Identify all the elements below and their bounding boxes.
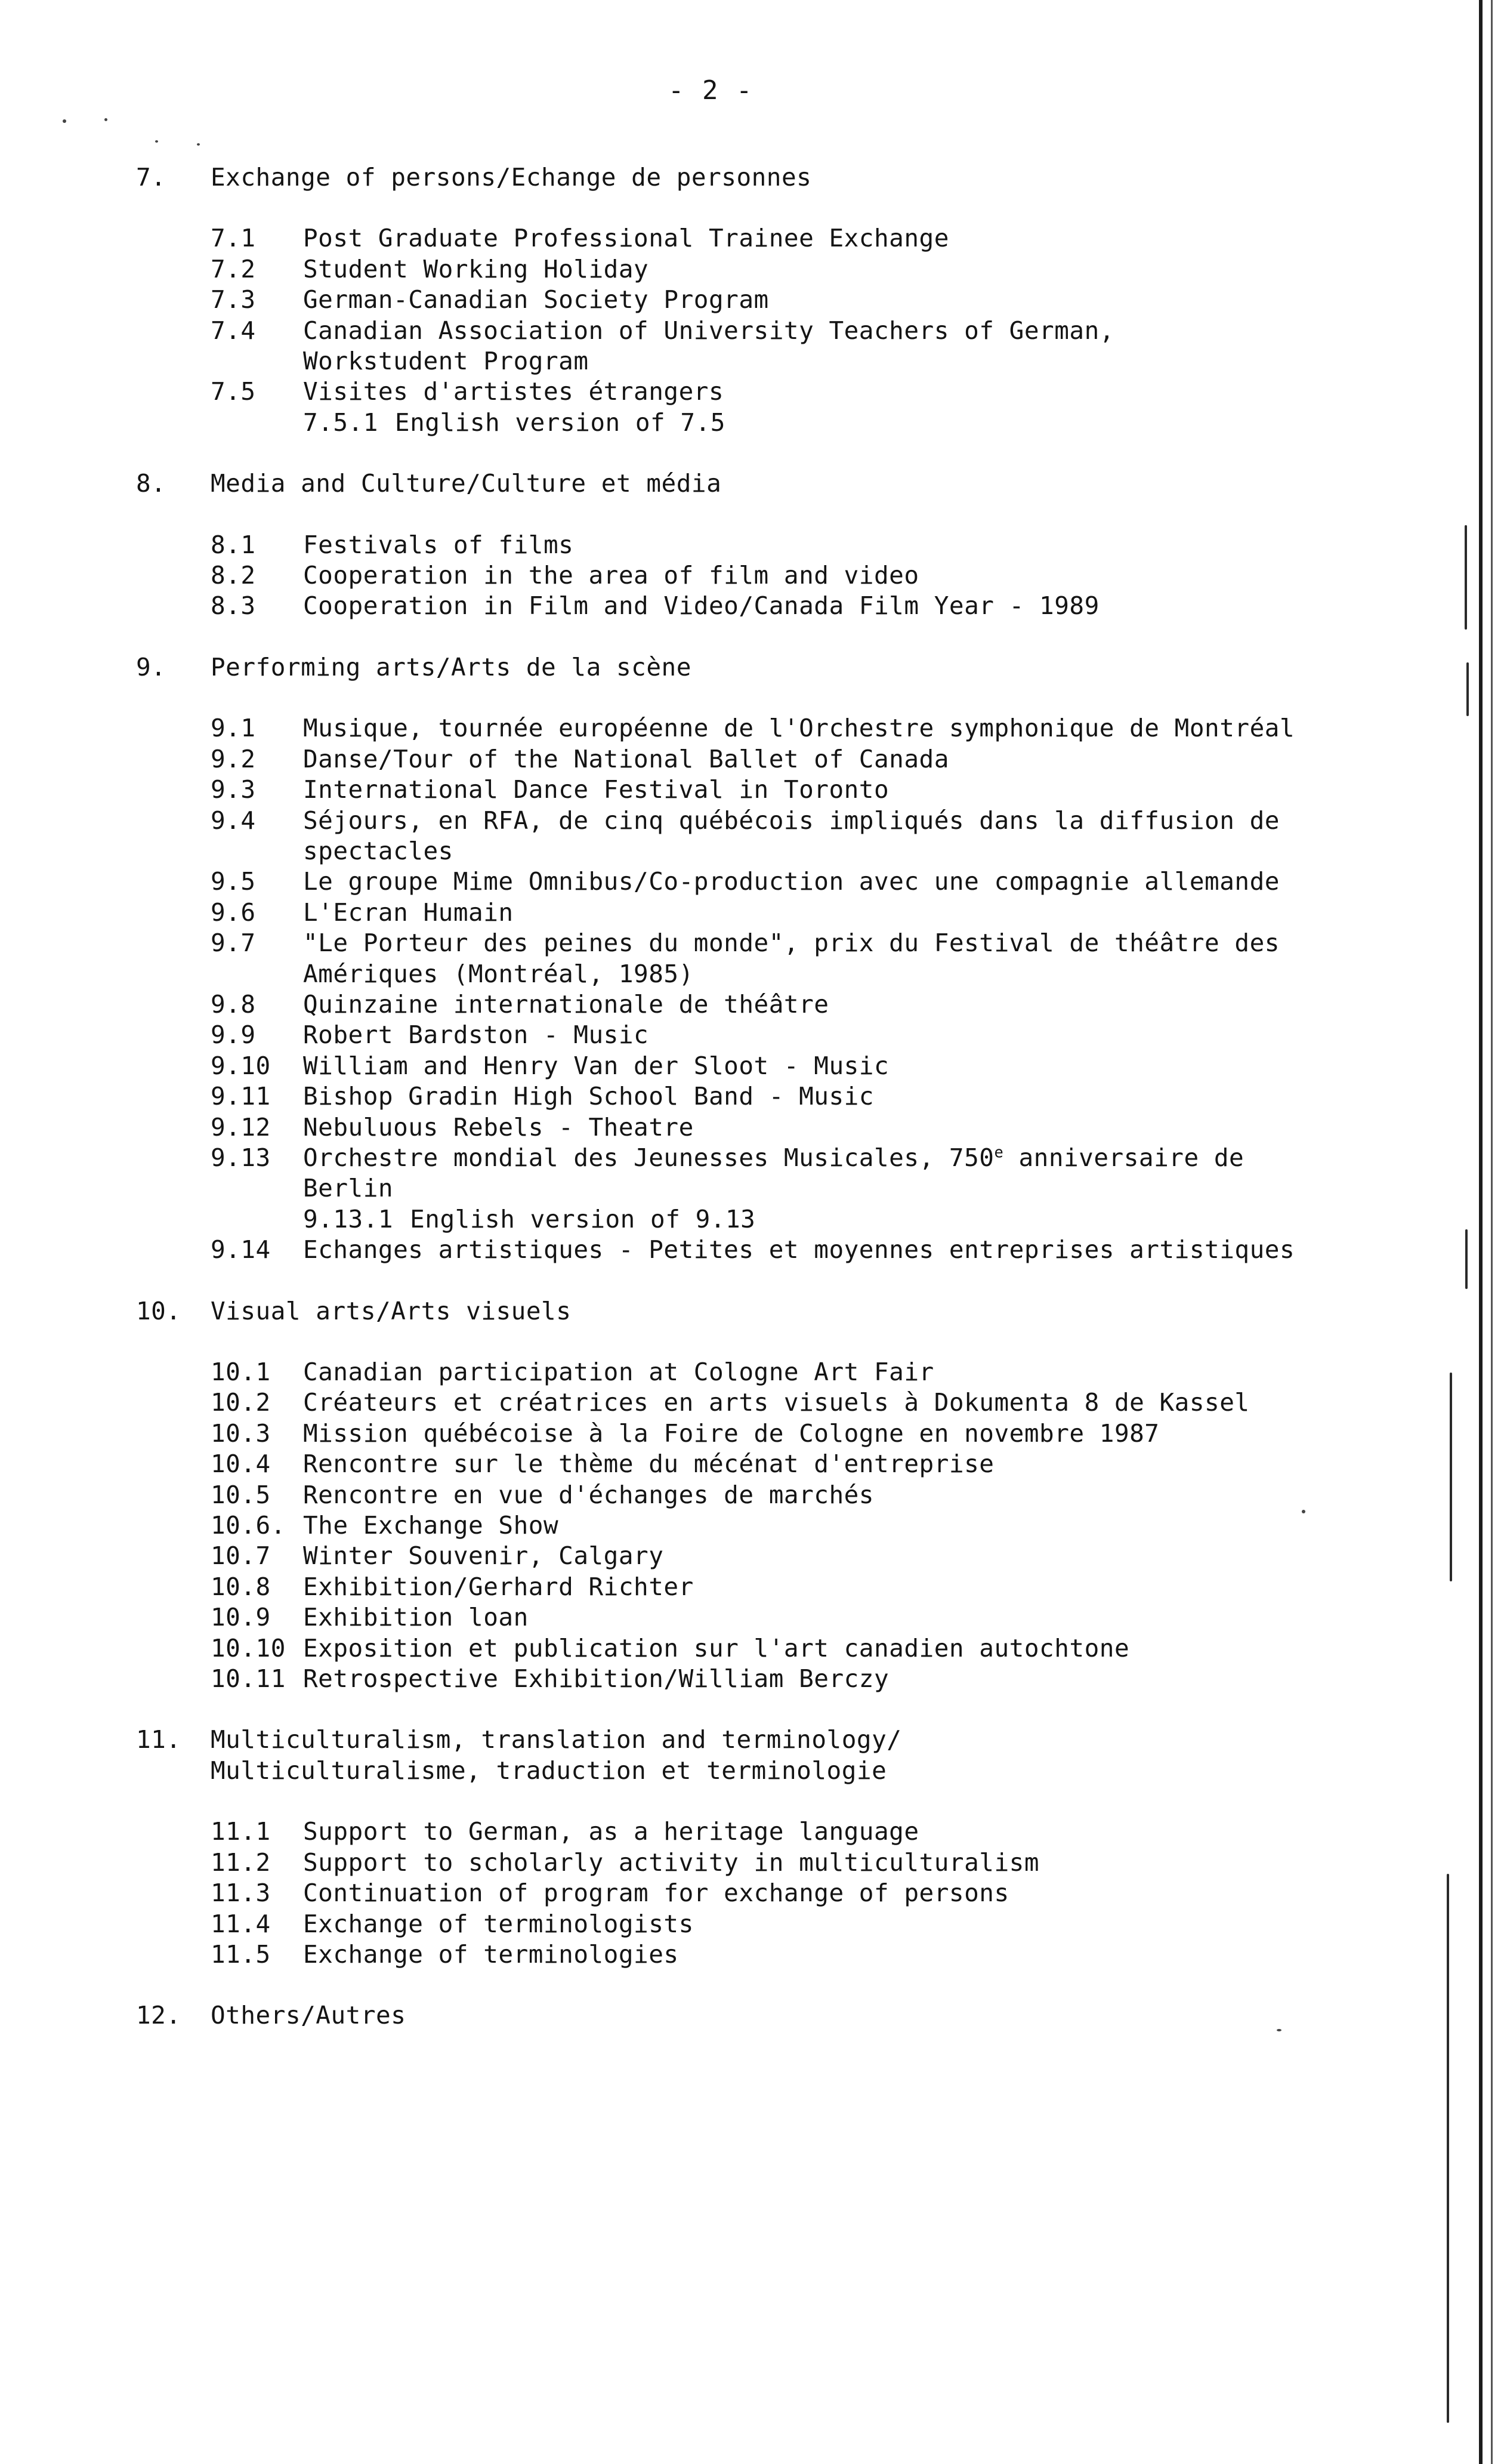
section-title <box>211 468 1425 499</box>
list-item <box>136 1848 1425 1878</box>
list-item <box>136 1541 1425 1571</box>
section <box>136 652 1425 1266</box>
item-number: 10.9 <box>211 1603 271 1632</box>
section-heading <box>136 162 1425 193</box>
superscript-e: e <box>994 1143 1004 1161</box>
item-number: 10.11 <box>211 1664 286 1694</box>
sub-item-text: English version of 9.13 <box>410 1204 756 1233</box>
item-text-line: Créateurs et créatrices en arts visuels à Dokumenta 8 de Kassel <box>303 1388 1250 1417</box>
section-number: 11. <box>136 1725 181 1754</box>
item-number: 11.3 <box>211 1879 271 1908</box>
sub-item <box>303 1204 1425 1235</box>
item-text <box>303 1051 1425 1081</box>
item-number: 9.7 <box>211 929 256 958</box>
section-title-line: Multiculturalisme, traduction et terminologie <box>211 1756 887 1785</box>
page-number: - 2 - <box>668 75 753 106</box>
item-text <box>303 1939 1425 1970</box>
list-item <box>136 1112 1425 1143</box>
item-text <box>303 1418 1425 1449</box>
sub-item-number: 9.13.1 <box>303 1204 394 1233</box>
item-text-line: International Dance Festival in Toronto <box>303 775 890 804</box>
item-number: 9.1 <box>211 714 256 743</box>
item-text <box>303 316 1425 377</box>
item-text-line: The Exchange Show <box>303 1511 559 1540</box>
item-text-line: Nebuluous Rebels - Theatre <box>303 1112 694 1142</box>
item-text-line: Exchange of terminologies <box>303 1939 679 1969</box>
list-item <box>136 713 1425 744</box>
margin-mark <box>1447 1874 1449 2423</box>
section-title <box>211 2000 1425 2031</box>
item-text-line: Support to scholarly activity in multiculturalism <box>303 1848 1040 1877</box>
item-number: 9.14 <box>211 1235 271 1265</box>
item-number: 9.5 <box>211 867 256 896</box>
list-item <box>136 1143 1425 1204</box>
item-number: 7.2 <box>211 254 256 283</box>
list-item <box>136 898 1425 928</box>
item-number: 7.1 <box>211 224 256 253</box>
item-text <box>303 285 1425 315</box>
scan-speck <box>155 140 158 143</box>
list-item <box>136 223 1425 254</box>
section-number: 7. <box>136 163 166 192</box>
item-text-line: "Le Porteur des peines du monde", prix du Festival de théâtre des <box>303 929 1280 958</box>
item-text-line: Canadian participation at Cologne Art Fair <box>303 1358 934 1386</box>
item-text-line: Robert Bardston - Music <box>303 1020 649 1050</box>
item-number: 9.3 <box>211 775 256 804</box>
margin-mark <box>1465 1229 1468 1289</box>
item-text <box>303 1602 1425 1633</box>
item-number: 9.8 <box>211 989 256 1019</box>
item-text-line: Musique, tournée européenne de l'Orchestre symphonique de Montréal <box>303 714 1295 743</box>
item-text <box>303 1541 1425 1571</box>
section-heading <box>136 468 1425 499</box>
item-text-line: Berlin <box>303 1174 394 1203</box>
list-item <box>136 285 1425 315</box>
item-text <box>303 1633 1425 1664</box>
section-title-line: Multiculturalism, translation and terminology/ <box>211 1725 902 1754</box>
list-item <box>136 744 1425 775</box>
item-text <box>303 591 1425 621</box>
list-item <box>136 1081 1425 1112</box>
item-text <box>303 1664 1425 1694</box>
list-item <box>136 530 1425 560</box>
list-item <box>136 1909 1425 1939</box>
item-number: 11.4 <box>211 1909 271 1938</box>
sub-item-text: English version of 7.5 <box>394 408 725 437</box>
item-text <box>303 1480 1425 1510</box>
scan-speck <box>1277 2029 1281 2031</box>
item-text <box>303 928 1425 989</box>
item-number: 10.3 <box>211 1418 271 1448</box>
section-number: 12. <box>136 2001 181 2030</box>
list-item <box>136 1510 1425 1541</box>
item-text-line: Cooperation in the area of film and video <box>303 561 919 590</box>
item-text <box>303 560 1425 591</box>
item-text-line: Mission québécoise à la Foire de Cologne en novembre 1987 <box>303 1418 1160 1448</box>
item-text <box>303 1143 1425 1204</box>
section-title-line: Visual arts/Arts visuels <box>211 1296 572 1325</box>
item-text-line: Cooperation in Film and Video/Canada Film Year - 1989 <box>303 591 1100 621</box>
list-item <box>136 1020 1425 1050</box>
item-text-line: Festivals of films <box>303 530 574 559</box>
item-text-line: Winter Souvenir, Calgary <box>303 1541 664 1571</box>
item-text <box>303 806 1425 867</box>
list-item <box>136 1418 1425 1449</box>
item-number: 8.3 <box>211 591 256 621</box>
list-item <box>136 1664 1425 1694</box>
item-number: 10.6. <box>211 1511 286 1540</box>
item-text <box>303 1357 1425 1387</box>
item-number: 8.1 <box>211 530 256 559</box>
item-number: 8.2 <box>211 561 256 590</box>
item-text-line: spectacles <box>303 836 453 865</box>
item-text-line: Canadian Association of University Teachers of German, <box>303 316 1114 345</box>
item-text <box>303 1235 1425 1265</box>
item-number: 10.1 <box>211 1358 271 1386</box>
item-number: 7.3 <box>211 285 256 314</box>
list-item <box>136 591 1425 621</box>
item-text-line: Séjours, en RFA, de cinq québécois impliqués dans la diffusion de <box>303 806 1280 835</box>
item-number: 10.7 <box>211 1541 271 1571</box>
item-text <box>303 775 1425 805</box>
list-item <box>136 1051 1425 1081</box>
item-text <box>303 989 1425 1020</box>
item-number: 7.5 <box>211 377 256 406</box>
margin-mark <box>1466 662 1469 716</box>
item-number: 10.8 <box>211 1572 271 1601</box>
list-item <box>136 1817 1425 1847</box>
item-text-line: Bishop Gradin High School Band - Music <box>303 1082 874 1111</box>
section-number: 8. <box>136 469 166 498</box>
section-title <box>211 652 1425 683</box>
item-text <box>303 1909 1425 1939</box>
item-text <box>303 377 1425 407</box>
section-title-line: Media and Culture/Culture et média <box>211 469 722 498</box>
item-text <box>303 1878 1425 1908</box>
section-heading <box>136 652 1425 683</box>
item-number: 10.10 <box>211 1633 286 1663</box>
list-item <box>136 1357 1425 1387</box>
item-text <box>303 1112 1425 1143</box>
section <box>136 1296 1425 1695</box>
list-item <box>136 560 1425 591</box>
item-text-line: Exchange of terminologists <box>303 1909 694 1938</box>
item-text <box>303 1020 1425 1050</box>
list-item <box>136 377 1425 407</box>
section-heading <box>136 1725 1425 1786</box>
item-text-line: German-Canadian Society Program <box>303 285 769 314</box>
item-number: 9.10 <box>211 1051 271 1080</box>
sub-item-number: 7.5.1 <box>303 408 378 437</box>
list-item <box>136 1235 1425 1265</box>
item-text-line: Student Working Holiday <box>303 254 649 283</box>
item-text-line: Echanges artistiques - Petites et moyennes entreprises artistiques <box>303 1235 1295 1265</box>
scan-speck <box>104 118 107 121</box>
list-item <box>136 1480 1425 1510</box>
item-text-line: Rencontre sur le thème du mécénat d'entreprise <box>303 1450 995 1479</box>
item-number: 9.9 <box>211 1020 256 1050</box>
list-item <box>136 806 1425 867</box>
item-number: 9.2 <box>211 744 256 773</box>
list-item <box>136 1572 1425 1602</box>
item-text-line: Exposition et publication sur l'art canadien autochtone <box>303 1633 1130 1663</box>
item-number: 10.4 <box>211 1450 271 1479</box>
section <box>136 162 1425 438</box>
item-text <box>303 1449 1425 1479</box>
binding-edge <box>1479 0 1504 2464</box>
section-title <box>211 1725 1425 1786</box>
item-text <box>303 1510 1425 1541</box>
list-item <box>136 775 1425 805</box>
list-item <box>136 928 1425 989</box>
scan-speck <box>1302 1510 1305 1513</box>
list-item <box>136 1449 1425 1479</box>
item-text-line: Exhibition/Gerhard Richter <box>303 1572 694 1601</box>
section-heading <box>136 2000 1425 2031</box>
item-number: 9.6 <box>211 898 256 927</box>
list-item <box>136 1633 1425 1664</box>
item-number: 10.2 <box>211 1388 271 1417</box>
item-text <box>303 1387 1425 1418</box>
item-text-line: William and Henry Van der Sloot - Music <box>303 1051 890 1080</box>
item-text-line: Post Graduate Professional Trainee Exchange <box>303 224 949 253</box>
item-text <box>303 866 1425 897</box>
item-number: 9.11 <box>211 1082 271 1111</box>
section-number: 9. <box>136 652 166 681</box>
item-text-line: L'Ecran Humain <box>303 898 514 927</box>
item-number: 9.13 <box>211 1143 271 1172</box>
item-text <box>303 223 1425 254</box>
section-title <box>211 162 1425 193</box>
section-title-line: Others/Autres <box>211 2001 406 2030</box>
scan-speck <box>197 143 200 146</box>
section <box>136 2000 1425 2031</box>
item-text-line: Danse/Tour of the National Ballet of Canada <box>303 744 949 773</box>
list-item <box>136 1939 1425 1970</box>
section-title <box>211 1296 1425 1327</box>
item-number: 10.5 <box>211 1480 271 1509</box>
item-text-line: Le groupe Mime Omnibus/Co-production avec une compagnie allemande <box>303 867 1280 896</box>
item-text <box>303 713 1425 744</box>
section <box>136 468 1425 622</box>
section <box>136 1725 1425 1970</box>
item-text-line: Quinzaine internationale de théâtre <box>303 989 829 1019</box>
scan-speck <box>63 119 66 123</box>
list-item <box>136 1602 1425 1633</box>
section-number: 10. <box>136 1296 181 1325</box>
document-body <box>136 162 1425 2062</box>
item-text-line: Support to German, as a heritage language <box>303 1817 919 1846</box>
item-number: 7.4 <box>211 316 256 345</box>
item-text <box>303 1081 1425 1112</box>
item-number: 11.2 <box>211 1848 271 1877</box>
list-item <box>136 989 1425 1020</box>
item-number: 11.1 <box>211 1817 271 1846</box>
item-text <box>303 1817 1425 1847</box>
item-text <box>303 898 1425 928</box>
section-title-line: Performing arts/Arts de la scène <box>211 652 691 681</box>
margin-mark <box>1450 1373 1452 1581</box>
margin-mark <box>1465 525 1467 630</box>
item-text-line: Amériques (Montréal, 1985) <box>303 959 694 988</box>
item-number: 11.5 <box>211 1939 271 1969</box>
item-text <box>303 530 1425 560</box>
list-item <box>136 866 1425 897</box>
item-number: 9.4 <box>211 806 256 835</box>
item-text <box>303 1572 1425 1602</box>
sub-item <box>303 408 1425 438</box>
section-title-line: Exchange of persons/Echange de personnes <box>211 163 812 192</box>
list-item <box>136 1878 1425 1908</box>
item-text <box>303 1848 1425 1878</box>
item-number: 9.12 <box>211 1112 271 1142</box>
item-text-line: Retrospective Exhibition/William Berczy <box>303 1664 890 1694</box>
item-text-line: Workstudent Program <box>303 347 589 376</box>
item-text-line: Rencontre en vue d'échanges de marchés <box>303 1480 874 1509</box>
item-text <box>303 744 1425 775</box>
list-item <box>136 316 1425 377</box>
item-text-line: Orchestre mondial des Jeunesses Musicales, 750e anniversaire de <box>303 1143 1244 1172</box>
item-text-line: Continuation of program for exchange of persons <box>303 1879 1009 1908</box>
item-text-line: Visites d'artistes étrangers <box>303 377 724 406</box>
section-heading <box>136 1296 1425 1327</box>
item-text <box>303 254 1425 285</box>
list-item <box>136 1387 1425 1418</box>
list-item <box>136 254 1425 285</box>
item-text-line: Exhibition loan <box>303 1603 529 1632</box>
